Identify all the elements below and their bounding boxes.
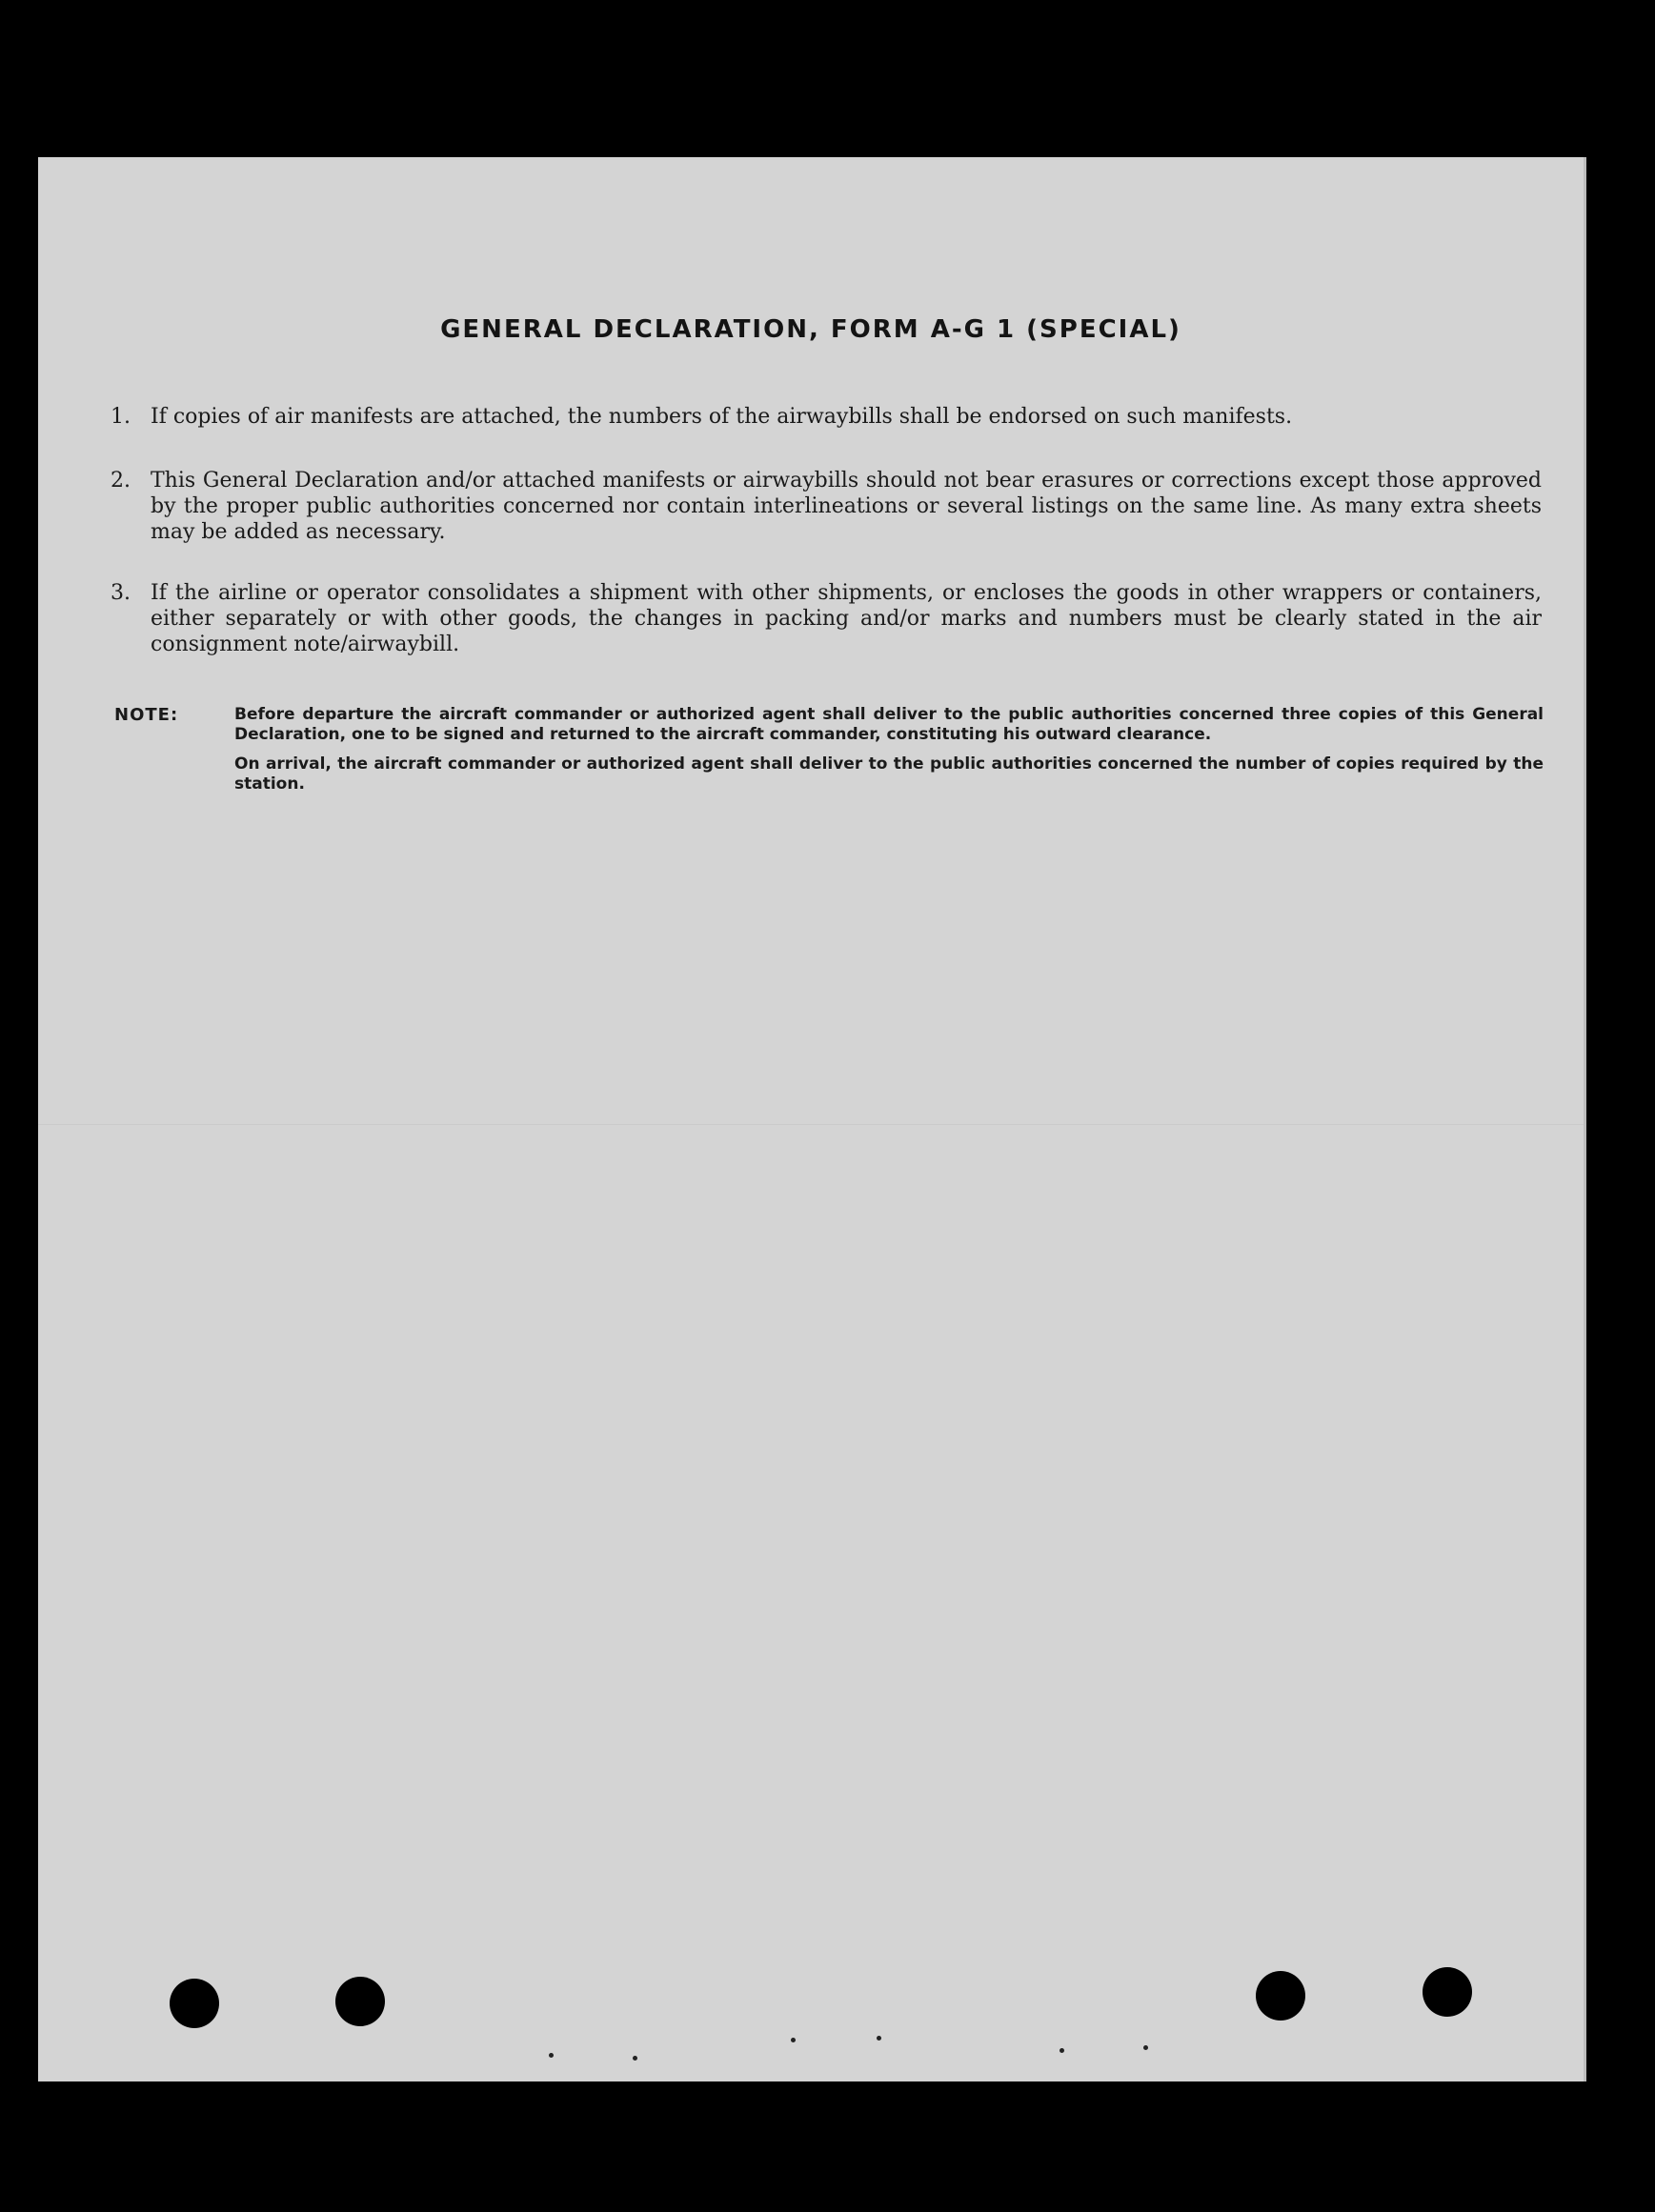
note-label: NOTE:: [114, 705, 179, 725]
list-item: [111, 404, 1542, 430]
list-item: [111, 468, 1542, 545]
document-sheet: [38, 157, 1586, 2081]
punch-hole: [1423, 1967, 1472, 2017]
item-number: 1.: [111, 405, 131, 429]
punch-hole: [1256, 1971, 1305, 2021]
note-section: [114, 705, 1544, 794]
note-paragraph: Before departure the aircraft commander or authorized agent shall deliver to the public authorities concerned three copies of this General Declaration, one to be signed and returned to the aircraft commander, constituting his outward clearance.: [234, 705, 1544, 744]
item-text: This General Declaration and/or attached manifests or airwaybills should not bear erasures or corrections except those approved by the proper public authorities concerned nor contain interlineations or several listings on the same line. As many extra sheets may be added as necessary.: [151, 469, 1542, 544]
paper-speck: [1060, 2048, 1064, 2053]
document-title: GENERAL DECLARATION, FORM A-G 1 (SPECIAL): [440, 315, 1181, 344]
fold-line: [38, 1124, 1584, 1125]
item-number: 3.: [111, 581, 131, 605]
note-paragraph: On arrival, the aircraft commander or authorized agent shall deliver to the public authorities concerned the number of copies required by the station.: [234, 754, 1544, 794]
paper-speck: [791, 2038, 796, 2042]
punch-hole: [335, 1977, 385, 2026]
punch-hole: [170, 1979, 219, 2028]
item-number: 2.: [111, 469, 131, 493]
paper-speck: [549, 2053, 554, 2058]
item-text: If the airline or operator consolidates a shipment with other shipments, or encloses the goods in other wrappers or containers, either separately or with other goods, the changes in packing and/or marks and numbers must be clearly stated in the air consignment note/airwaybill.: [151, 581, 1542, 656]
paper-speck: [633, 2056, 637, 2061]
item-text: If copies of air manifests are attached, the numbers of the airwaybills shall be endorsed on such manifests.: [151, 405, 1293, 429]
list-item: [111, 580, 1542, 657]
paper-speck: [877, 2036, 881, 2041]
paper-speck: [1143, 2045, 1148, 2050]
